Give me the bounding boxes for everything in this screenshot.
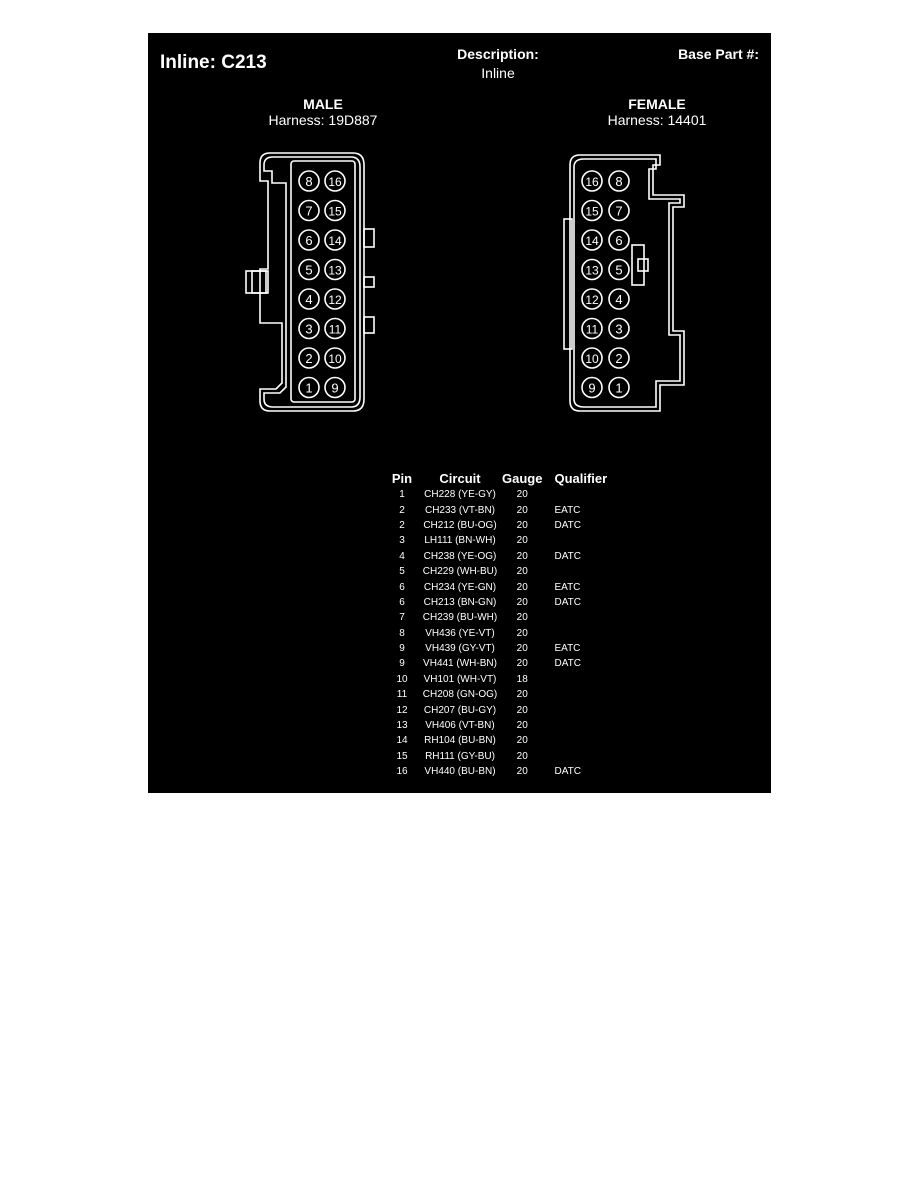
qualifier-cell [542,533,624,548]
table-row [386,533,624,548]
female-pin-label: 14 [585,234,599,248]
description-value: Inline [481,65,515,81]
table-row [386,579,624,594]
table-row [386,672,624,687]
pin-cell: 2 [399,519,405,531]
circuit-cell: VH436 (YE-VT) [425,627,495,639]
qualifier-cell [542,749,624,764]
circuit-cell: RH104 (BU-BN) [424,735,496,747]
circuit-cell: CH229 (WH-BU) [422,566,498,578]
qualifier-cell: DATC [554,766,581,778]
male-pin-label: 1 [305,380,313,396]
description-label: Description: [457,46,539,62]
gauge-cell: 20 [516,750,528,762]
circuit-cell: LH111 (BN-WH) [424,535,496,547]
qualifier-cell: DATC [554,519,581,531]
gauge-cell: 20 [516,550,528,562]
female-pin-label: 8 [615,174,623,189]
female-pin-label: 7 [615,203,623,219]
gauge-cell: 20 [516,735,528,747]
table-row [386,656,624,671]
male-pin-label: 5 [305,262,313,278]
male-pin-label: 8 [305,174,313,189]
gauge-cell: 20 [516,627,528,639]
pin-cell: 9 [399,643,405,655]
pin-cell: 11 [396,689,408,701]
qualifier-cell: DATC [554,658,581,670]
circuit-cell: CH213 (BN-GN) [423,596,497,608]
pin-cell: 6 [399,581,405,593]
gauge-cell: 20 [516,643,528,655]
female-pin-label: 4 [615,292,623,307]
table-row [386,687,624,702]
circuit-cell: CH207 (BU-GY) [423,704,497,716]
circuit-cell: CH212 (BU-OG) [423,519,497,531]
table-row [386,564,624,579]
male-connector-name: MALE [303,96,343,112]
table-row [386,749,624,764]
qualifier-cell: EATC [554,504,581,516]
male-pin-grid [299,171,345,398]
pin-table-body [386,487,624,779]
table-row [386,502,624,517]
table-row [386,595,624,610]
circuit-column-header: Circuit [439,470,481,486]
female-harness-label: Harness: 14401 [607,112,707,128]
male-harness-label: Harness: 19D887 [268,112,378,128]
male-pin-label: 14 [328,234,342,248]
circuit-cell: CH238 (YE-OG) [423,550,497,562]
female-pin-label: 12 [585,293,599,307]
male-pin-label: 11 [328,322,342,337]
qualifier-cell: DATC [554,550,581,562]
table-row [386,549,624,564]
pin-cell: 8 [399,627,405,639]
gauge-cell: 20 [516,566,528,578]
connector-panel [148,33,771,793]
female-pin-label: 3 [615,321,623,337]
circuit-cell: CH234 (YE-GN) [423,581,497,593]
connector-diagrams [148,33,771,463]
male-pin-label: 2 [305,351,313,366]
qualifier-cell [542,718,624,733]
gauge-cell: 20 [516,658,528,670]
base-part-label: Base Part #: [678,46,759,62]
circuit-cell: VH101 (WH-VT) [423,673,497,685]
table-row [386,487,624,502]
gauge-column-header: Gauge [502,470,543,486]
gauge-cell: 20 [516,612,528,624]
gauge-cell: 20 [516,581,528,593]
circuit-cell: VH439 (GY-VT) [425,643,495,655]
pin-table-header [386,469,624,487]
gauge-cell: 20 [516,766,528,778]
female-pin-label: 15 [585,204,599,219]
gauge-cell: 20 [516,489,528,501]
table-row [386,641,624,656]
circuit-cell: CH233 (VT-BN) [424,504,495,516]
pin-cell: 1 [399,489,405,501]
table-row [386,626,624,641]
gauge-cell: 20 [516,596,528,608]
female-pin-label: 13 [585,263,599,278]
qualifier-column-header: Qualifier [554,470,608,486]
pin-cell: 3 [399,535,405,547]
qualifier-cell [542,672,624,687]
pin-cell: 5 [399,566,405,578]
female-pin-label: 10 [585,352,599,366]
qualifier-cell [542,687,624,702]
qualifier-cell [542,626,624,641]
male-pin-label: 6 [305,233,313,248]
male-pin-label: 10 [328,352,342,366]
qualifier-cell: EATC [554,581,581,593]
female-pin-label: 5 [615,262,623,278]
gauge-cell: 18 [516,673,528,685]
gauge-cell: 20 [516,720,528,732]
pin-cell: 12 [396,704,408,716]
pin-cell: 13 [396,720,408,732]
male-pin-label: 13 [328,263,342,278]
table-row [386,702,624,717]
male-pin-label: 4 [305,292,313,307]
male-pin-label: 9 [331,380,339,396]
gauge-cell: 20 [516,519,528,531]
qualifier-cell: DATC [554,596,581,608]
table-row [386,518,624,533]
pin-cell: 10 [396,673,408,685]
female-pin-label: 11 [585,322,599,337]
qualifier-cell: EATC [554,643,581,655]
pin-table [386,469,624,779]
circuit-cell: CH239 (BU-WH) [422,612,498,624]
qualifier-cell [542,564,624,579]
qualifier-cell [542,733,624,748]
circuit-cell: VH441 (WH-BN) [423,658,497,670]
table-row [386,610,624,625]
gauge-cell: 20 [516,704,528,716]
female-pin-grid [582,171,629,398]
gauge-cell: 20 [516,504,528,516]
pin-cell: 4 [399,550,405,562]
table-row [386,733,624,748]
pin-cell: 16 [396,766,408,778]
pin-cell: 6 [399,596,405,608]
qualifier-cell [542,487,624,502]
female-connector-name: FEMALE [628,96,686,112]
qualifier-cell [542,610,624,625]
pin-cell: 2 [399,504,405,516]
male-pin-label: 7 [305,203,313,219]
female-pin-label: 2 [615,351,623,366]
qualifier-cell [542,702,624,717]
male-pin-label: 15 [328,204,342,219]
circuit-cell: CH228 (YE-GY) [424,489,496,501]
female-pin-label: 9 [588,380,596,396]
circuit-cell: VH440 (BU-BN) [424,766,496,778]
male-pin-label: 16 [328,175,342,189]
gauge-cell: 20 [516,689,528,701]
female-pin-label: 6 [615,233,623,248]
connector-title: Inline: C213 [160,52,267,73]
female-pin-label: 1 [615,380,623,396]
male-pin-label: 3 [305,321,313,337]
pin-cell: 9 [399,658,405,670]
gauge-cell: 20 [516,535,528,547]
table-row [386,764,624,779]
circuit-cell: CH208 (GN-OG) [422,689,498,701]
circuit-cell: VH406 (VT-BN) [425,720,495,732]
male-pin-label: 12 [328,293,342,307]
pin-cell: 7 [399,612,405,624]
circuit-cell: RH111 (GY-BU) [425,750,495,762]
pin-column-header: Pin [391,470,413,486]
table-row [386,718,624,733]
pin-cell: 15 [396,750,408,762]
female-pin-label: 16 [585,175,599,189]
pin-cell: 14 [396,735,408,747]
female-connector-outline [564,155,684,411]
